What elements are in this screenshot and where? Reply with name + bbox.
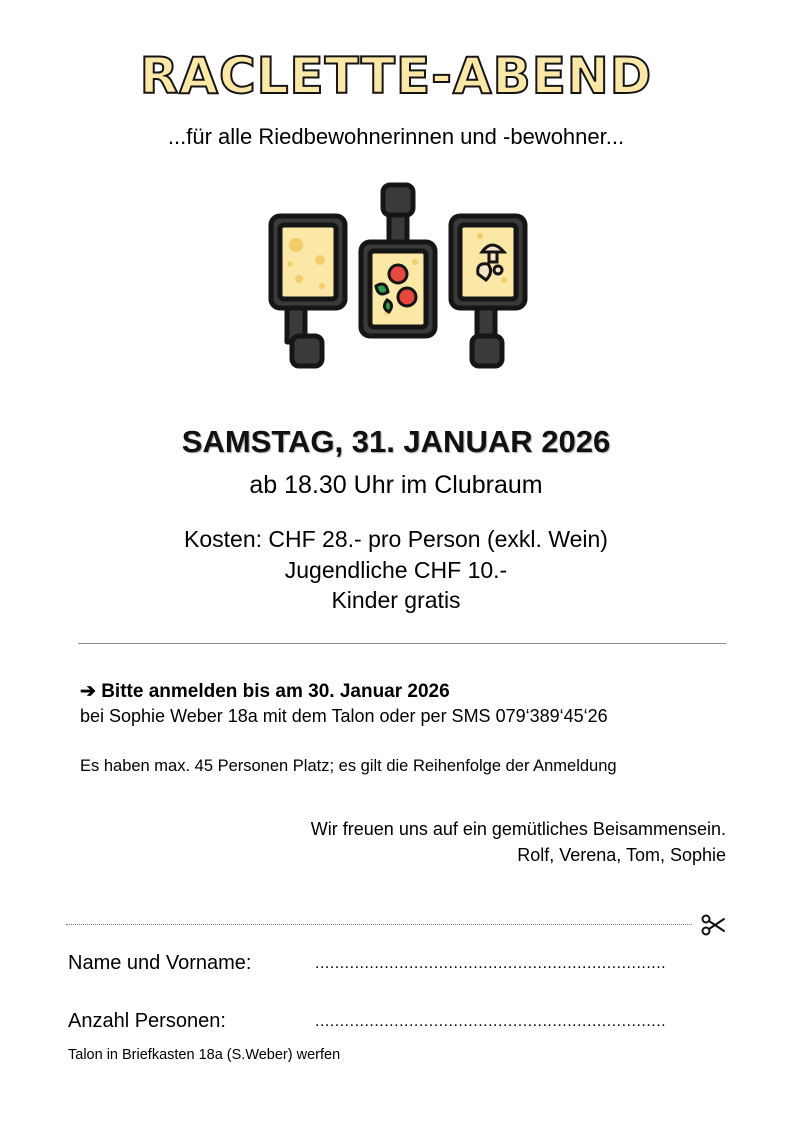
page-subtitle: ...für alle Riedbewohnerinnen und -bewohner... xyxy=(167,124,625,149)
scissors-icon xyxy=(700,912,726,938)
cost-adults: Kosten: CHF 28.- pro Person (exkl. Wein) xyxy=(184,526,608,552)
registration-contact: bei Sophie Weber 18a mit dem Talon oder per SMS 079‘389‘45‘26 xyxy=(80,706,608,726)
cost-children: Kinder gratis xyxy=(331,587,461,613)
cost-youth: Jugendliche CHF 10.- xyxy=(284,557,508,583)
name-field[interactable]: ....................................................................... xyxy=(315,955,667,972)
section-divider xyxy=(78,643,726,644)
raclette-pans-icon xyxy=(266,182,530,374)
cut-line xyxy=(66,924,692,925)
page-title: RACLETTE-ABEND xyxy=(139,47,653,105)
event-date: SAMSTAG, 31. JANUAR 2026 xyxy=(181,424,611,459)
closing-message: Wir freuen uns auf ein gemütliches Beisammensein. xyxy=(310,819,726,839)
registration-deadline: Bitte anmelden bis am 30. Januar 2026 xyxy=(101,681,450,702)
talon-footnote: Talon in Briefkasten 18a (S.Weber) werfen xyxy=(68,1047,341,1063)
registration-heading xyxy=(80,680,450,703)
capacity-note: Es haben max. 45 Personen Platz; es gilt die Reihenfolge der Anmeldung xyxy=(80,757,617,775)
arrow-icon: ➔ xyxy=(80,681,96,702)
event-time: ab 18.30 Uhr im Clubraum xyxy=(249,471,543,499)
persons-field-label: Anzahl Personen: xyxy=(68,1010,226,1032)
persons-field[interactable]: ....................................................................... xyxy=(315,1013,667,1030)
name-field-label: Name und Vorname: xyxy=(68,952,252,974)
organizer-signature: Rolf, Verena, Tom, Sophie xyxy=(517,845,726,865)
